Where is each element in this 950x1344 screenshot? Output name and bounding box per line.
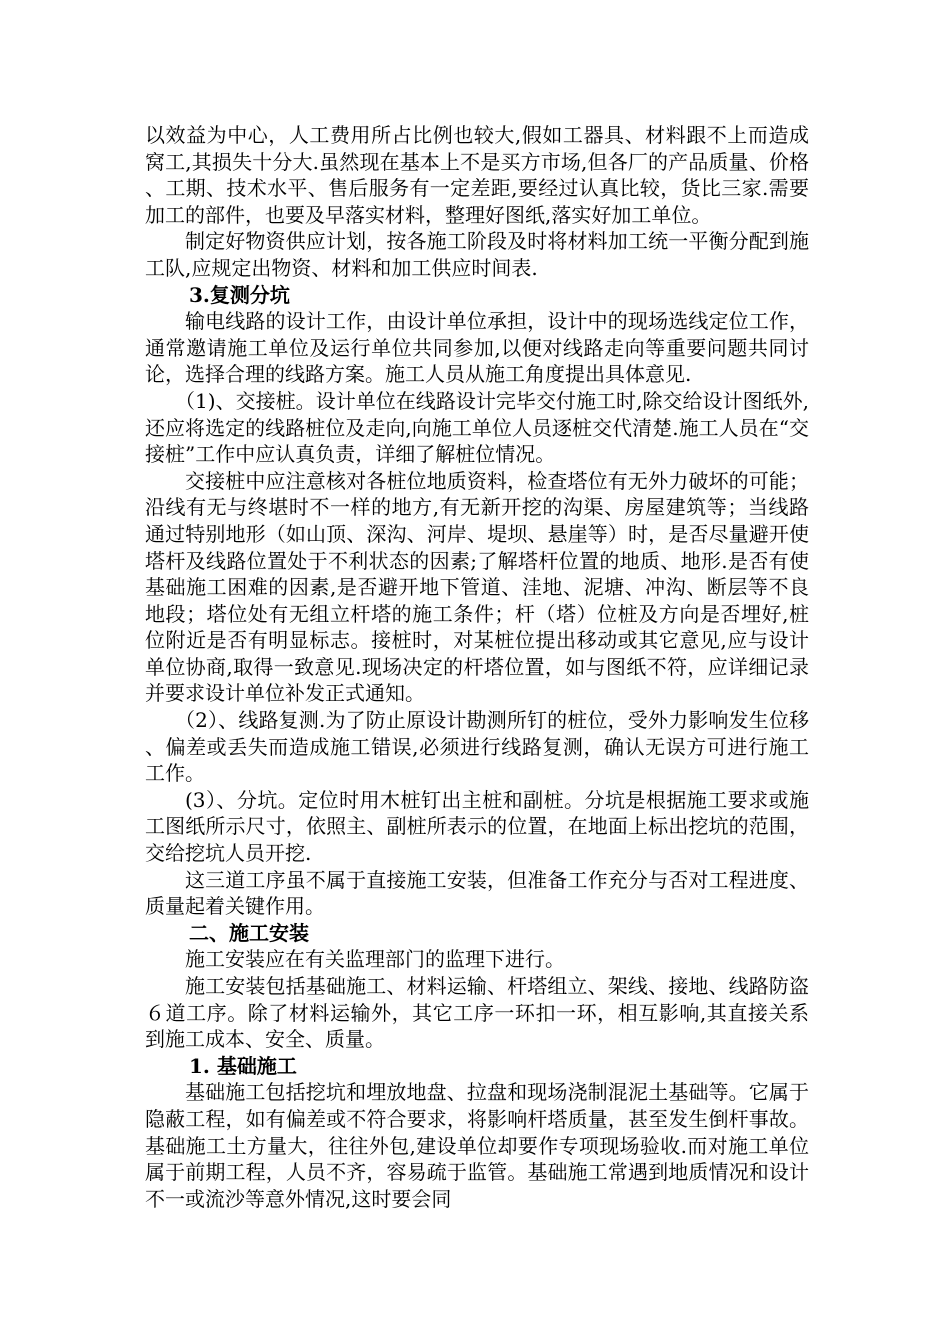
paragraph-8: 这三道工序虽不属于直接施工安装，但准备工作充分与否对工程进度、质量起着关键作用。 — [145, 867, 809, 919]
document-body — [145, 122, 809, 1212]
paragraph-10: 施工安装包括基础施工、材料运输、杆塔组立、架线、接地、线路防盗６道工序。除了材料运输外，其它工序一环扣一环，相互影响,其直接关系到施工成本、安全、质量。 — [145, 974, 809, 1052]
paragraph-9: 施工安装应在有关监理部门的监理下进行。 — [185, 947, 565, 972]
section-heading-3: 3.复测分坑 — [189, 282, 290, 307]
section-heading-foundation: 1. 基础施工 — [189, 1053, 297, 1078]
paragraph-3: 输电线路的设计工作，由设计单位承担，设计中的现场选线定位工作，通常邀请施工单位及运行单位共同参加,以便对线路走向等重要问题共同讨论，选择合理的线路方案。施工人员从施工角度提出具体意见. — [145, 309, 809, 387]
paragraph-11: 基础施工包括挖坑和埋放地盘、拉盘和现场浇制混泥土基础等。它属于隐蔽工程，如有偏差或不符合要求，将影响杆塔质量，甚至发生倒杆事故。基础施工土方量大，往往外包,建设单位却要作专项现场验收.而对施工单位属于前期工程，人员不齐，容易疏于监管。基础施工常遇到地质情况和设计不一或流沙等意外情况,这时要会同 — [145, 1080, 809, 1211]
paragraph-4: （1)、交接桩。设计单位在线路设计完毕交付施工时,除交给设计图纸外,还应将选定的线路桩位及走向,向施工单位人员逐桩交代清楚.施工人员在“交接桩”工作中应认真负责，详细了解桩位情况。 — [145, 388, 809, 467]
section-heading-construction: 二、施工安装 — [189, 920, 309, 945]
paragraph-5: 交接桩中应注意核对各桩位地质资料，检查塔位有无外力破坏的可能；沿线有无与终堪时不一样的地方,有无新开挖的沟渠、房屋建筑等；当线路通过特别地形（如山顶、深沟、河岸、堤坝、悬崖等）时，是否尽量避开使塔杆及线路位置处于不利状态的因素;了解塔杆位置的地质、地形.是否有使基础施工困难的因素,是否避开地下管道、洼地、泥塘、冲沟、断层等不良地段；塔位处有无组立杆塔的施工条件；杆（塔）位桩及方向是否埋好,桩位附近是否有明显标志。接桩时，对某桩位提出移动或其它意见,应与设计单位协商,取得一致意见.现场决定的杆塔位置，如与图纸不符，应详细记录并要求设计单位补发正式通知。 — [145, 468, 809, 706]
paragraph-6: （2）、线路复测.为了防止原设计勘测所钉的桩位，受外力影响发生位移、偏差或丢失而造成施工错误,必须进行线路复测，确认无误方可进行施工工作。 — [145, 708, 809, 786]
paragraph-2: 制定好物资供应计划，按各施工阶段及时将材料加工统一平衡分配到施工队,应规定出物资、材料和加工供应时间表. — [145, 229, 809, 280]
paragraph-1: 以效益为中心，人工费用所占比例也较大,假如工器具、材料跟不上而造成窝工,其损失十分大.虽然现在基本上不是买方市场,但各厂的产品质量、价格、工期、技术水平、售后服务有一定差距,要经过认真比较，货比三家.需要加工的部件，也要及早落实材料，整理好图纸,落实好加工单位。 — [145, 123, 809, 227]
paragraph-7: (3）、分坑。定位时用木桩钉出主桩和副桩。分坑是根据施工要求或施工图纸所示尺寸，依照主、副桩所表示的位置，在地面上标出挖坑的范围，交给挖坑人员开挖. — [145, 787, 809, 866]
